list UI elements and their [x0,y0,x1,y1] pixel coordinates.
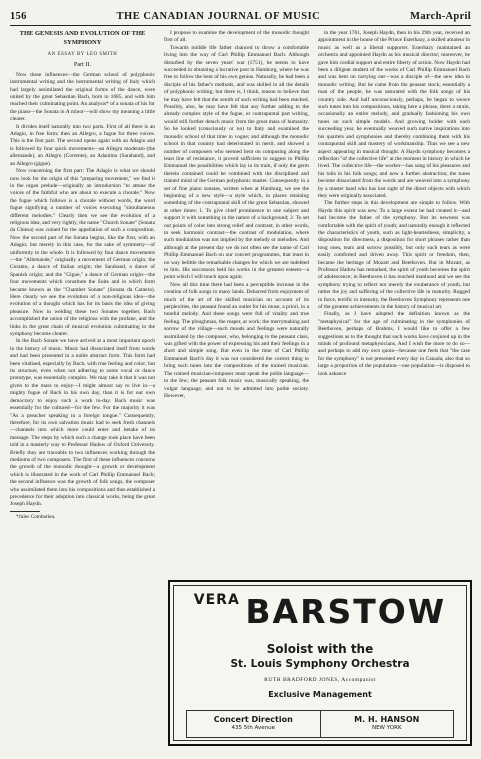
artist-last-name: BARSTOW [245,592,447,631]
paragraph: Towards middle life father chanced to throw a comfortable living into the way of Carl Phillip Emmanuel Bach. Although disturbed by the seven years' war (1751), he seems to have succeeded in obtaining a lucrative post in Hamburg, where he was free to follow the bent of his own genius. Naturally, he had been a disciple of his father's methods, and was skilled in all the details of polyphonic writing; but there is, I think, reason to believe that he may have felt that the zenith of such writing had been reached. Possibly, also, he may have felt that any further adding to the already complex style of the fugue, or contrapuntal part writing, would still further detach music from the great mass of humanity. So he looked (consciously or no) to Italy and examined the monodic school of that time in vogue; and although the monodic school in that country had deteriorated in merit, and showed a number of composers who seemed bent on composing along the least line of resistance, it proved sufficient to suggest to Phillip Emmanuel the possibilities which lay in its train, if only the germ therein contained could be combined with the disciplined and trained mind of the German polyphonic master. Consequently in a set of fine piano sonatas, written when at Hamburg, we see the beginning of a new style—a style which, in places retaining something of the contrapuntal skill of the great Sebastian, showed at other times: 1. To give chief prominence to one subject and support it with something in the nature of a background; 2. To set out points of color into strong relief and contrast; in other words, to seek harmonic contrast—the contrast of modulation, where such modulation was not implied by the melody or melodies. And although at the present day we do not often see the name of Carl Phillip Emmanuel Bach on our concert programmes, that must in no way belittle the remarkable changes for which we are indebted to him. His successors held his works in the greatest esteem—a point which I will touch upon again. [164,44,309,281]
footnote: *Jules Combarieu. [16,513,56,520]
page-number: 156 [10,10,27,22]
page-header [10,7,471,26]
artist-first-name: VERA [193,592,240,608]
paragraph: In the Bach Sonate we have arrived at a most important epoch in the history of music. Music had dissociated itself from words and had been presented in a noble abstract form. This form had been vitalised, especially by Bach, with true feeling and color; but its structure, even when not adhering to some vocal or dance prototype, was essentially complex. We may take it that it was not given to the mass to enjoy—I might almost say to live in—a mighty fugue of Bach in his own day, than it is for our own democracy to enjoy such a work to-day. Bach music was essentially for the cultured—for the few. For the majority it was "As a preacher speaking in a foreign tongue." Consequently, therefore, for its own salvation music had to seek fresh channels—channels into which more could enter and betake of its message. The steps by which such a change took place have been told in a masterly way to Professor Hadow of Oxford University. Briefly they are traceable to two influences working through the mediums of two composers. The first of these influences concerns the growth of the monodic thought—a growth or development which is illustrated in the work of Carl Phillip Emmanuel Bach; the second influence was the growth of folk songs, the composer who assimilated them into his compositions and thus established a precedence for their adoption into classical works, being the great Joseph Haydn. [10,338,155,508]
manager-name: M. H. HANSON [354,715,420,724]
artist-name [174,592,466,631]
journal-title: THE CANADIAN JOURNAL OF MUSIC [116,10,321,22]
article-byline: AN ESSAY BY LEO SMITH [47,52,118,57]
column-left [10,30,155,744]
paragraph: I propose to examine the development of the monodic thought first of all. [164,30,309,44]
paragraph: Now these influences—the German school of polyphonic instrumental writing and the instrumental writing of Italy which had largely assimilated the original forms of the dance, were united by the great Sebastian Bach, born in 1685, and with him reached their culminating point. An analysis* of a sonata of his for the piano—the Sonata in A minor—will show my meaning a little clearer. [10,71,155,123]
manager-city: NEW YORK [371,725,402,731]
paragraph: It divides itself naturally into two parts. First of all there is an Adagio, in free form; then an Allegro, a fugue for three voices. This is the first part. The second opens again with an Adagio and is followed by four quick movements—an Allegro moderato (the allemande), an Allegro (Corrente), an Adantino (Saraband), and an Allegro (gigue). [10,123,155,167]
orchestra-line: St. Louis Symphony Orchestra [230,658,410,670]
accompanist-line: RUTH BRADFORD JONES, Accompanist [264,677,376,683]
management-line: Exclusive Management [268,690,372,699]
article-title: THE GENESIS AND EVOLUTION OF THE SYMPHONY [19,30,146,46]
concert-direction-title: Concert Direction [213,715,293,724]
article-part: Part II. [73,61,92,69]
manager-cell [321,711,454,737]
issue-date: March-April [410,10,471,22]
footnote-rule [10,511,40,512]
concert-direction-cell [187,711,321,737]
paragraph: Finally, as I have adopted the definition known as the "metaphysical" for the age of culminating in the symphonies of Beethoven, perhaps of Brahms, I would like to offer a few suggestions as to the thought that such works have conjured up in the minds of profound metaphysicians, And I wish the more to do so—and perhaps to add my own quota—because one feels that "the case for the symphony" is not presented every day in Canada; also that so large a proportion of the population—one population—is disposed to look askance [318,311,470,377]
column-middle [164,30,309,572]
paragraph: Now concerning the first part: The Adagio is what we should now look for the origin of this "preparing movement," we find it in the organ prelude—originally an introduction "to attune the voices of the faithful who are about to execute a chorale." Now the fugue which follows is a chorale without words, the word fugue signifying a number of voices executing "simultaneous different melodies." Clearly then we see the evolution of a religious idea, and very rightly, the name "Church Sonate" (Sonata da Chiesa) was coined for the appellation of such a composition. Now the second part of the Sonata begins, like the first, with an Adagio; but merely in this case, for the sake of symmetry—of uniformity to the whole. It is followed by four dance movements—the "Allemande," originally a movement of German origin; the Coranto, a dance of Italian origin; the Saraband, a dance of Spanish origin; and the "Gigue," a dance of German origin—the four movements which constitute the Suite and in which form became known as the "Chamber Sonate" (Sonata da Camera). Here clearly we see the evolution of a non-religious idea—the evolution of a thought which has for its basis the idea of giving pleasure. Now in welding these two Sonates together, Bach accomplished the union of the religious with the profane, and the links in the great chain of musical evolution culminating in the symphony become clearer. [10,168,155,338]
management-contact-box [186,710,454,738]
concert-direction-address: 435 5th Avenue [231,725,276,731]
soloist-line: Soloist with the [266,642,374,656]
paragraph: The further steps in this development are simple to follow. With Haydn this spirit was new. To a large extent he had created it—and had become the father of the symphony. But its newness was comfortable with the spirit of youth; and naturally enough it reflected the characteristics of youth, such as light-heartedness, simplicity, a disposition for directness, a disposition for short phrases rather than long ones, tears and sorrow possibly, but only such tears as were easily comforted and driven away. This spirit or freedom, then, became the heritage of Mozart and Beethoven. But in Mozart, as Professor Hadow has remarked, the spirit of youth becomes the spirit of adolescence; in Beethoven it has reached manhood and we see the symphony trying to reflect not merely the exuberance of youth, but rather the joy and suffering of the collective life in maturity. Rugged in force, terrific in intensity, the Beethoven Symphony represents one of the greatest achievements in the history of musical art. [318,200,470,311]
paragraph: Now all this time there had been a perceptible increase in the creation of folk songs in many lands. Debarred from enjoyment of much of the art of the skilled musician on account of its perplexities, the peasant found an outlet for his muse, a priori, in a tuneful melody. And these songs were full of vitality and true feeling. The ploughman, the reaper, at work; the merrymaking and sorrow of the village—such moods and feelings were naturally assimilated by the composer, who, belonging to the peasant class, was gifted with the power of expressing his and their feelings in a short and simple song. But even in the time of Carl Phillip Emmanuel Bach's day it was not considered the correct thing to bring such tunes into the compositions of the trained musician. The trained musician-composer must speak the polite language—to the few; the peasant folk music was, musically speaking, the vulgar language, and not to be admitted into polite society. However, [164,281,309,399]
advertisement-inner-border [173,585,467,741]
advertisement [168,580,472,746]
column-right [318,30,470,572]
paragraph: in the year 1761, Joseph Haydn, then in his 29th year, received an appointment in the house of the Prince Esterhazy, a skilled amateur in music as well as a liberal supporter. Esterhazy maintained an orchestra and appointed Haydn as his musical director; moreover, he gave him cordial support and entire liberty of action. Now Haydn had been a diligent student of the works of Carl Phillip Emmanuel Bach and was bent on carrying out—was a disciple of—the new idea in monodic writing. But he came from the peasant stock; essentially a man of the people, he was saturated with the folk songs of his country side. And half unconsciously, perhaps, he began to weave such tunes into his compositions, taking here a phrase, there a strain, occasionally an entire melody, and gradually fashioning his own tunes on such simple models. And growing bolder with each succeeding year, he eventually weaved such native inspirations into his quartets and symphonies and thereby combining them with his contrapuntal skill and mastery of workmanship. Thus we see a new aspect appearing in musical thought. A Haydn symphony becomes a reflection "of the collective life" at the moment in history in which he lived. The collective life—the worker—has sung of his pleasures and his toils in his folk songs; and now a further abstraction; the tunes become dissociated from the words and are weaved into a symphony by a master hand who has lost sight of the direct objects with which they were originally associated. [318,30,470,199]
